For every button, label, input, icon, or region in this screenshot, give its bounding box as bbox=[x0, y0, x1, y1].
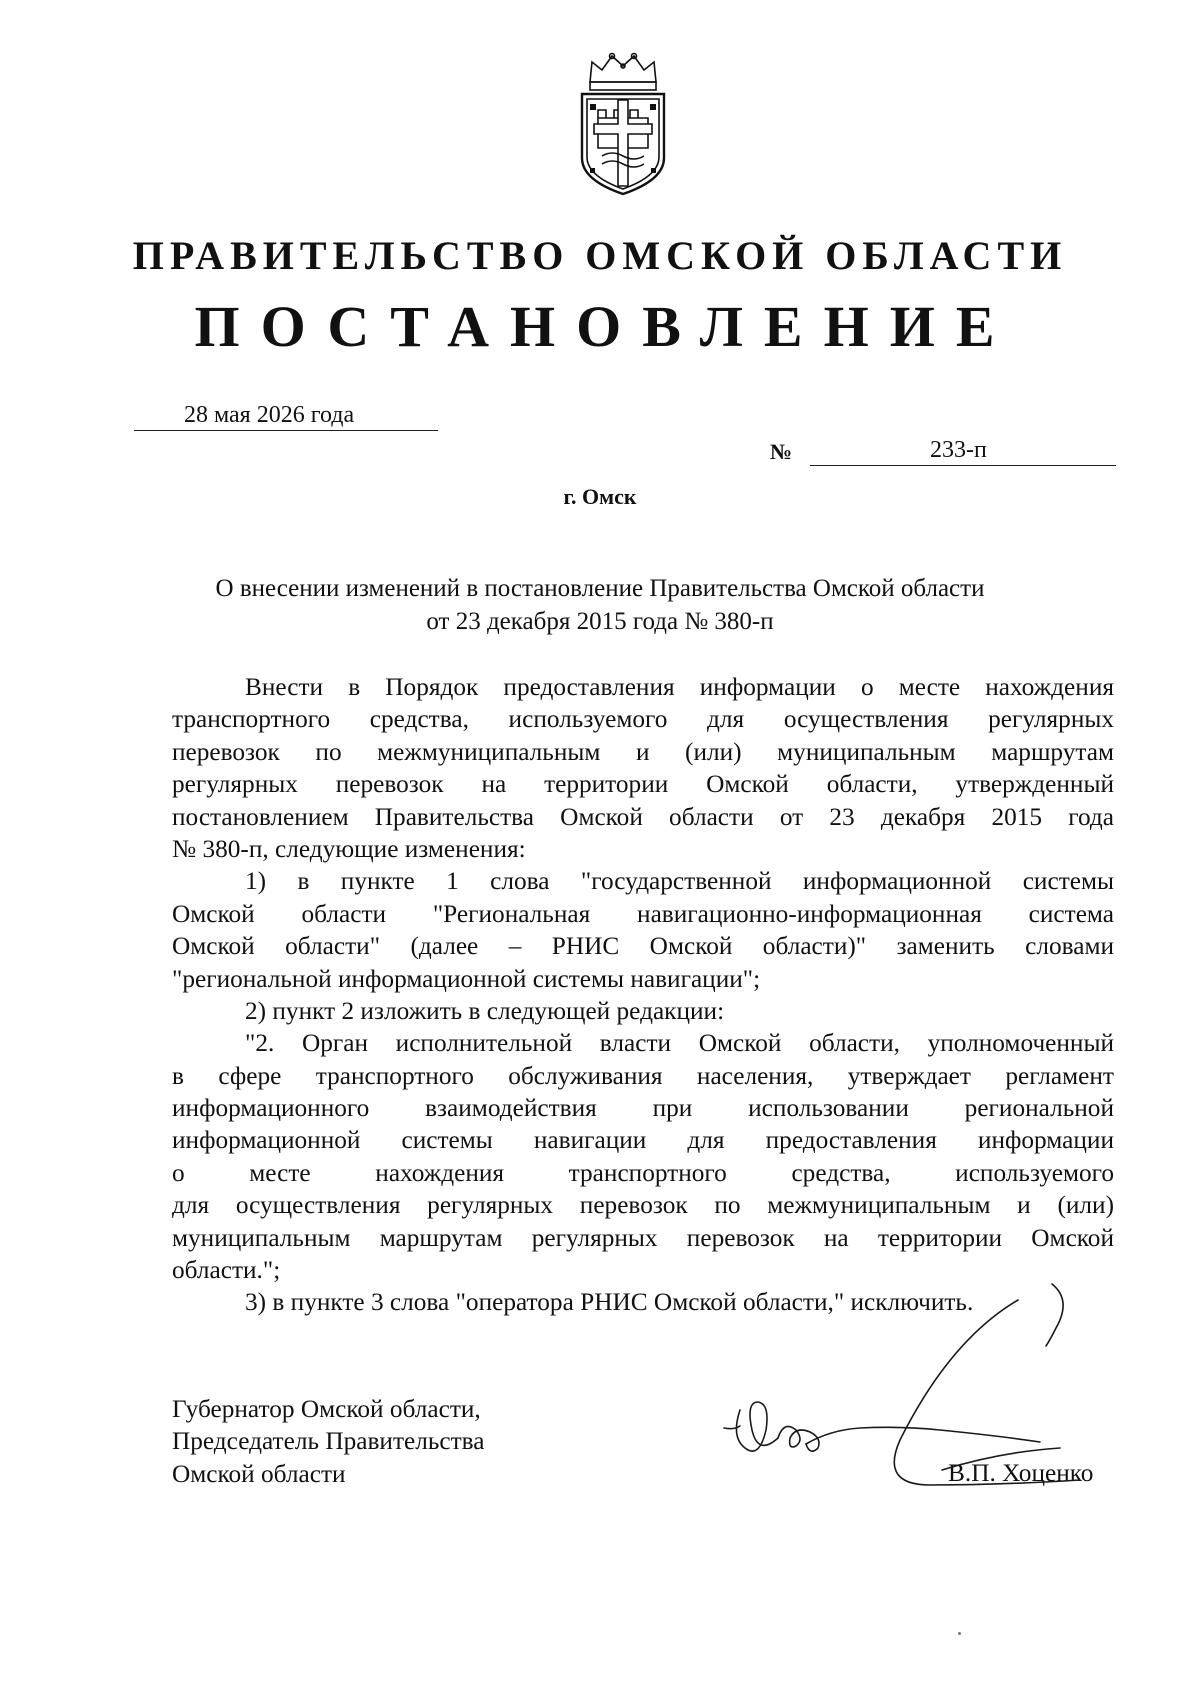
body-line: "2. Орган исполнительной власти Омской области, уполномоченный bbox=[245, 1029, 1114, 1058]
position-line: Губернатор Омской области, bbox=[172, 1395, 481, 1423]
body-line: 3) в пункте 3 слова "оператора РНИС Омской области," исключить. bbox=[245, 1288, 974, 1317]
body-line: информационного взаимодействия при использовании региональной bbox=[172, 1094, 1114, 1123]
body-line: в сфере транспортного обслуживания населения, утверждает регламент bbox=[172, 1061, 1114, 1090]
body-line: области."; bbox=[172, 1256, 281, 1285]
body-line: "региональной информационной системы навигации"; bbox=[172, 964, 761, 993]
body-line: № 380-п, следующие изменения: bbox=[172, 834, 526, 863]
date-underline bbox=[134, 430, 438, 431]
scan-speck bbox=[958, 1632, 961, 1635]
position-line: Председатель Правительства bbox=[172, 1427, 485, 1456]
signatory-name: В.П. Хоценко bbox=[948, 1459, 1094, 1487]
body-line: Омской области "Региональная навигационно-информационная система bbox=[172, 899, 1114, 928]
document-type-title: ПОСТАНОВЛЕНИЕ bbox=[194, 294, 1016, 359]
body-line: перевозок по межмуниципальным и (или) муниципальным маршрутам bbox=[172, 737, 1114, 766]
coat-of-arms-icon bbox=[568, 48, 678, 198]
body-line: Омской области" (далее – РНИС Омской области)" заменить словами bbox=[172, 932, 1114, 961]
body-line: 2) пункт 2 изложить в следующей редакции: bbox=[245, 996, 725, 1025]
number-underline bbox=[810, 465, 1116, 466]
subject-line: от 23 декабря 2015 года № 380-п bbox=[426, 608, 774, 635]
body-line: постановлением Правительства Омской области от 23 декабря 2015 года bbox=[172, 802, 1114, 831]
position-line: Омской области bbox=[172, 1459, 346, 1488]
body-line: регулярных перевозок на территории Омской области, утвержденный bbox=[172, 770, 1114, 799]
body-line: о месте нахождения транспортного средства, используемого bbox=[172, 1158, 1114, 1187]
signature-icon bbox=[700, 1280, 1120, 1530]
body-line: 1) в пункте 1 слова "государственной информационной системы bbox=[245, 867, 1114, 896]
document-body bbox=[172, 671, 1114, 1319]
body-line: для осуществления регулярных перевозок по межмуниципальным и (или) bbox=[172, 1191, 1114, 1220]
body-line: муниципальным маршрутам регулярных перевозок на территории Омской bbox=[172, 1223, 1114, 1252]
document-number: 233-п bbox=[930, 437, 987, 463]
document-date: 28 мая 2026 года bbox=[184, 402, 355, 428]
city: г. Омск bbox=[563, 484, 637, 509]
subject-line: О внесении изменений в постановление Правительства Омской области bbox=[215, 575, 985, 602]
number-sign: № bbox=[770, 439, 793, 464]
body-line: транспортного средства, используемого для осуществления регулярных bbox=[172, 705, 1114, 734]
document-subject bbox=[120, 572, 1080, 638]
body-line: Внести в Порядок предоставления информации о месте нахождения bbox=[245, 673, 1114, 701]
signatory-position bbox=[172, 1393, 485, 1490]
body-line: информационной системы навигации для предоставления информации bbox=[172, 1126, 1114, 1155]
government-title: ПРАВИТЕЛЬСТВО ОМСКОЙ ОБЛАСТИ bbox=[132, 233, 1068, 278]
